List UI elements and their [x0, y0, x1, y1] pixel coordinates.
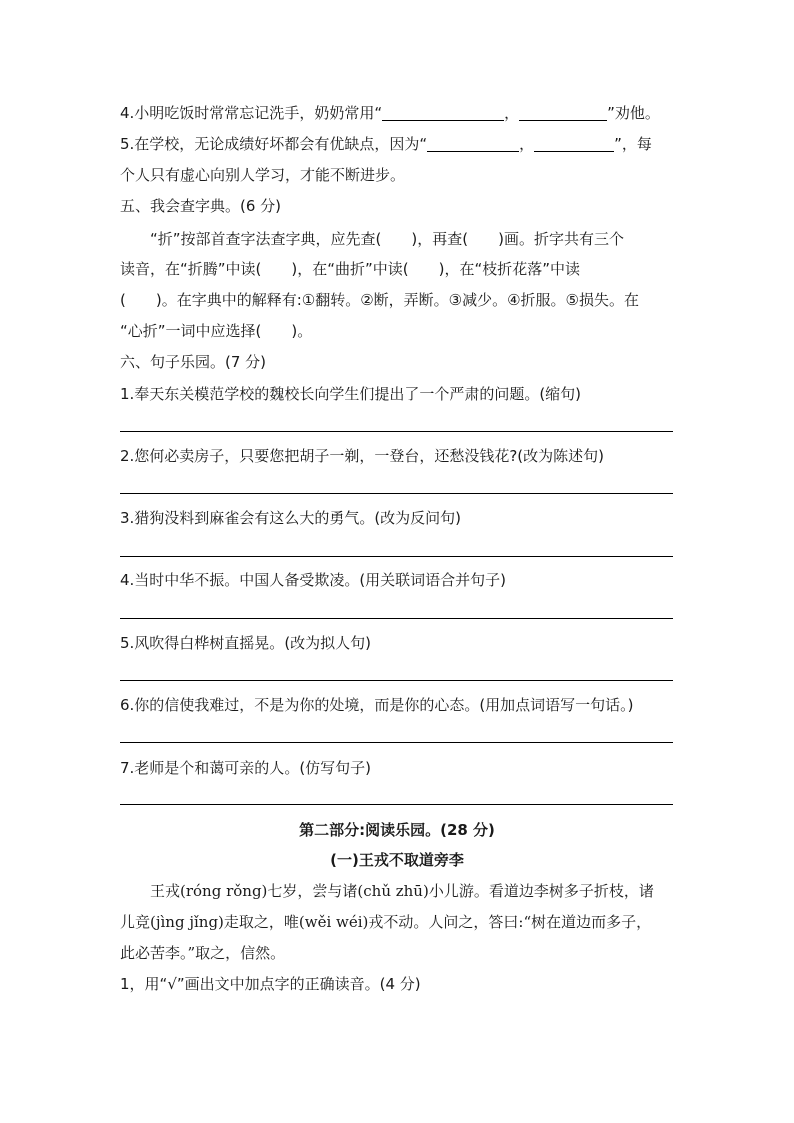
sentence-question-3: 3.猎狗没料到麻雀会有这么大的勇气。(改为反问句)	[120, 509, 462, 527]
answer-line[interactable]	[120, 618, 673, 619]
section-five-title: 五、我会查字典。(6 分)	[120, 197, 282, 215]
dictionary-text-line: “心折”一词中应选择( )。	[120, 322, 313, 340]
answer-blank[interactable]	[427, 136, 519, 152]
sentence-question-1: 1.奉天东关模范学校的魏校长向学生们提出了一个严肃的问题。(缩句)	[120, 385, 582, 403]
sentence-question-2: 2.您何必卖房子，只要您把胡子一剃，一登台，还愁没钱花?(改为陈述句)	[120, 447, 604, 465]
part-two-title: 第二部分:阅读乐园。(28 分)	[299, 821, 495, 839]
dictionary-text-line: “折”按部首查字法查字典，应先查( )，再查( )画。折字共有三个	[150, 230, 624, 248]
passage-line: 儿竞(jìng jǐng)走取之，唯(wěi wéi)戎不动。人问之，答曰:“树在道边而多子，	[120, 913, 652, 931]
section-six-title: 六、句子乐园。(7 分)	[120, 353, 267, 371]
reading-question-1: 1，用“√”画出文中加点字的正确读音。(4 分)	[120, 975, 421, 993]
answer-line[interactable]	[120, 431, 673, 432]
sentence-question-7: 7.老师是个和蔼可亲的人。(仿写句子)	[120, 759, 372, 777]
passage-line: 此必苦李。”取之，信然。	[120, 944, 286, 962]
fill-question-4	[120, 103, 680, 123]
answer-blank[interactable]	[519, 105, 607, 121]
answer-line[interactable]	[120, 556, 673, 557]
dictionary-text-line: 读音，在“折腾”中读( )，在“曲折”中读( )，在“枝折花落”中读	[120, 260, 581, 278]
q5-text-mid: ，	[519, 135, 535, 153]
q5-text-post: ”，每	[614, 135, 652, 153]
answer-line[interactable]	[120, 493, 673, 494]
q4-text-mid: ，	[504, 104, 520, 122]
answer-line[interactable]	[120, 742, 673, 743]
answer-blank[interactable]	[534, 136, 614, 152]
q4-text-pre: 4.小明吃饭时常常忘记洗手，奶奶常用“	[120, 104, 383, 122]
passage-line: 王戎(róng rǒng)七岁，尝与诸(chǔ zhū)小儿游。看道边李树多子折枝，诸	[150, 882, 654, 900]
q5-text-pre: 5.在学校，无论成绩好坏都会有优缺点，因为“	[120, 135, 428, 153]
dictionary-text-line: ( )。在字典中的解释有:①翻转。②断，弄断。③减少。④折服。⑤损失。在	[120, 291, 639, 309]
q5-text-line2: 个人只有虚心向别人学习，才能不断进步。	[120, 166, 406, 184]
answer-line[interactable]	[120, 680, 673, 681]
answer-line[interactable]	[120, 804, 673, 805]
fill-question-5	[120, 134, 680, 154]
sentence-question-5: 5.风吹得白桦树直摇晃。(改为拟人句)	[120, 634, 372, 652]
answer-blank[interactable]	[382, 105, 504, 121]
sentence-question-6: 6.你的信使我难过，不是为你的处境，而是你的心态。(用加点词语写一句话。)	[120, 696, 634, 714]
reading-passage-title: (一)王戎不取道旁李	[330, 851, 464, 869]
q4-text-post: ”劝他。	[607, 104, 660, 122]
sentence-question-4: 4.当时中华不振。中国人备受欺凌。(用关联词语合并句子)	[120, 571, 507, 589]
